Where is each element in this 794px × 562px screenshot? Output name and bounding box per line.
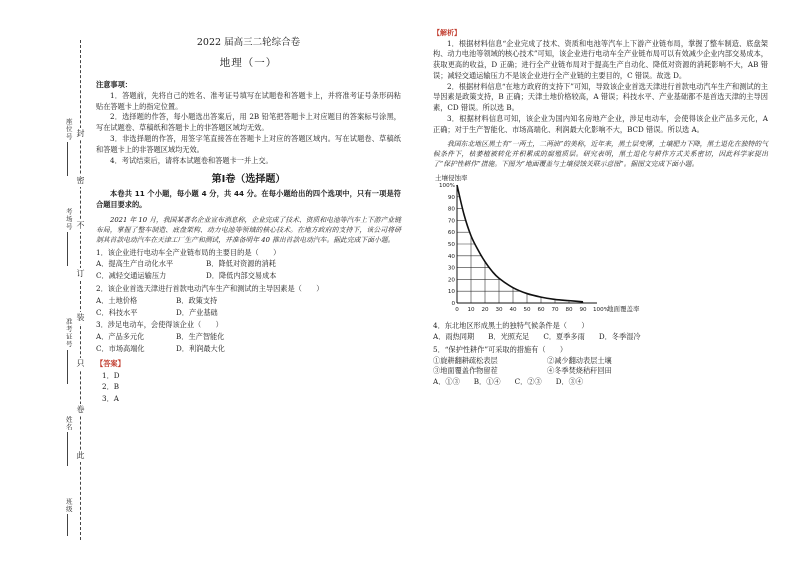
question-material: 2021 年 10 月，我国某著名企业宣布消息称，企业完成了技术、资质和电池等汽车上下游产业链布局，掌握了整车制造、底盘架构、动力电池等领域的核心技术。在地方政府的支持下，该公司将研制其首款电动汽车在天津工厂生产和测试，并准备明年 40 推出首款电动汽车。据此完成下面小题。 (96, 215, 401, 245)
question-5-options (433, 377, 768, 388)
option-d: D．降低内部交易成本 (206, 271, 277, 281)
x-tick-label: 50 (523, 307, 531, 314)
analysis-heading: 【解析】 (433, 28, 461, 37)
option-a: A．产品多元化 (96, 332, 145, 342)
option-b: B．光照充足 (488, 332, 530, 342)
x-tick-label: 80 (565, 307, 573, 314)
x-tick-label: 10 (467, 307, 475, 314)
y-tick-label: 20 (447, 277, 455, 284)
x-tick-label: 30 (495, 307, 503, 314)
y-tick-label: 30 (447, 265, 455, 272)
name-label: 姓名 (64, 416, 73, 431)
question-4: 4．东北地区形成黑土的独特气候条件是（ ） (433, 321, 589, 331)
chart-grid (457, 197, 583, 303)
class-label: 班级 (64, 498, 73, 513)
statement-2: ②减少翻动表层土壤 (547, 355, 612, 365)
seal-char: 装 (76, 313, 85, 322)
erosion-chart (433, 171, 768, 319)
seat-number-line (67, 142, 68, 176)
y-tick-label: 50 (447, 242, 455, 249)
option-a: A．雨热同期 (433, 332, 475, 342)
question-5-statements (433, 356, 768, 367)
seal-char: 只 (76, 359, 85, 368)
question-2: 2．该企业首选天津进行首款电动汽车生产和测试的主导因素是（ ） (96, 283, 324, 293)
answer-2: 2．B (102, 382, 120, 392)
question-3-options (96, 332, 401, 343)
option-c: C．减轻交通运输压力 (96, 271, 167, 281)
statement-1: ①旋耕翻耕疏松表层 (433, 355, 498, 365)
name-line (67, 432, 68, 466)
question-3: 3．涉足电动车，会使得该企业（ ） (96, 320, 223, 330)
analysis-item: 2．根据材料信息“在地方政府的支持下”可知，导致该企业首选天津进行首款电动汽车生产和测试的主导因素是政策支持，B 正确；天津土地价格较高，A 错误；科技水平、产业基础都不是首选天津的主导因素，CD 错误。所以选 B。 (433, 81, 768, 113)
question-5-statements-row2 (433, 366, 768, 377)
y-tick-label: 10 (447, 289, 455, 296)
option-c: C．夏季多雨 (543, 332, 585, 342)
y-tick-label: 40 (447, 254, 455, 261)
question-1: 1．该企业进行电动车全产业链布局的主要目的是（ ） (96, 247, 281, 257)
notice-heading: 注意事项： (96, 80, 132, 89)
binding-margin (0, 0, 96, 562)
option-b: B．①④ (473, 377, 501, 387)
notice-item: 3．非选择题的作答，用签字笔直接答在答题卡上对应的答题区域内。写在试题卷、草稿纸和答题卡上的非答题区域均无效。 (96, 133, 401, 154)
exam-room-label: 考场号 (64, 208, 73, 231)
x-tick-label: 100% (593, 307, 609, 314)
erosion-chart-svg (433, 171, 768, 319)
section-title: 第Ⅰ卷（选择题） (211, 174, 286, 186)
admission-number-label: 准考证号 (64, 318, 73, 348)
question-4-options (433, 332, 768, 343)
x-tick-label: 20 (481, 307, 489, 314)
answer-3: 3．A (102, 394, 119, 404)
y-tick-label: 70 (447, 218, 455, 225)
exam-subject: 地理（一） (219, 57, 278, 70)
analysis-item: 1．根据材料信息“企业完成了技术、资质和电池等汽车上下游产业链布局，掌握了整车制造、底盘架构、动力电池等领域的核心技术”可知，该企业进行电动车全产业链布局可以有效减少企业内部交易成本，获取更高的收益，D 正确；进行全产业链布局对于提高生产自动化、降低对资源的消耗影响不大，AB 错误；减轻交通运输压力不是该企业进行全产业链的主要目的，C 错误。故选 D。 (433, 38, 768, 80)
option-d: D．冬季湿冷 (598, 332, 641, 342)
x-axis-label: 地面覆盖率 (607, 305, 640, 314)
question-1-options (96, 259, 401, 270)
option-c: C．②③ (514, 377, 542, 387)
admission-number-line (67, 350, 68, 384)
question-2-options-row2 (96, 308, 401, 319)
notice-item: 2．选择题的作答，每小题选出答案后，用 2B 铅笔把答题卡上对应题目的答案标号涂黑，写在试题卷、草稿纸和答题卡上的非答题区域均无效。 (96, 112, 401, 133)
option-a: A．①③ (433, 377, 460, 387)
statement-3: ③地面覆盖作物留茬 (433, 366, 498, 376)
option-d: D．产业基础 (176, 307, 218, 317)
option-c: C．市场高端化 (96, 343, 145, 353)
option-b: B．降低对资源的消耗 (206, 259, 276, 269)
answer-1: 1．D (102, 370, 120, 380)
notice-item: 1．答题前，先将自己的姓名、准考证号填写在试题卷和答题卡上，并将准考证号条形码粘贴在答题卡上的指定位置。 (96, 90, 401, 111)
seal-char: 此 (76, 451, 85, 460)
answer-heading: 【答案】 (96, 358, 125, 368)
y-tick-label: 60 (447, 230, 455, 237)
seal-char: 订 (76, 269, 85, 278)
x-tick-label: 0 (455, 307, 459, 314)
question-material-2: 我国东北地区黑土有“一两土，二两油”的美称，近年来，黑土层变薄，土壤肥力下降，黑土退化在独特的气候条件下，枯萎植被转化并积累成的腐殖质层。研究表明，黑土退化与耕作方式关系密切，因此科学家提出了“保护性耕作”措施。下图为“地面覆盖与土壤侵蚀关联示意图”。据图文完成下面小题。 (433, 139, 768, 169)
erosion-curve (457, 185, 583, 302)
question-2-options (96, 296, 401, 307)
seal-line (80, 40, 81, 540)
option-c: C．科技水平 (96, 307, 138, 317)
y-tick-label: 100% (439, 183, 455, 190)
y-tick-label: 90 (447, 195, 455, 202)
question-1-options-row2 (96, 271, 401, 282)
y-axis-label: 土壤侵蚀率 (435, 174, 468, 183)
x-tick-labels (455, 307, 609, 313)
y-tick-labels (439, 183, 455, 307)
seal-char: 卷 (76, 405, 85, 414)
exam-title: 2022 届高三二轮综合卷 (196, 37, 301, 48)
question-3-options-row2 (96, 344, 401, 355)
option-a: A．土地价格 (96, 295, 138, 305)
seal-char: 封 (76, 129, 85, 138)
x-tick-label: 60 (537, 307, 545, 314)
x-tick-label: 40 (509, 307, 517, 314)
seat-number-label: 座位号 (64, 118, 73, 141)
seal-char: 不 (76, 221, 85, 230)
option-b: B．生产智能化 (176, 332, 225, 342)
right-column (433, 28, 768, 388)
left-column (96, 30, 401, 405)
option-a: A．提高生产自动化水平 (96, 259, 174, 269)
x-tick-label: 90 (579, 307, 587, 314)
analysis-item: 3．根据材料信息可知，该企业为国内知名房地产企业，涉足电动车，会使得该企业产品多元化，A 正确；对于生产智能化、市场高端化、利润最大化影响不大，BCD 错误。所以选 A。 (433, 114, 768, 134)
option-d: D．③④ (555, 377, 584, 387)
exam-room-line (67, 232, 68, 266)
x-tick-label: 70 (551, 307, 559, 314)
y-tick-label: 80 (447, 206, 455, 213)
seal-char: 密 (76, 176, 85, 185)
y-tick-label: 0 (451, 301, 455, 308)
notice-item: 4．考试结束后，请将本试题卷和答题卡一并上交。 (110, 155, 273, 165)
statement-4: ④冬季焚烧秸秆回田 (547, 366, 612, 376)
chart-axes (457, 185, 597, 303)
class-line (67, 514, 68, 536)
question-5: 5．“保护性耕作”可采取的措施有（ ） (433, 344, 568, 354)
option-b: B．政策支持 (176, 295, 218, 305)
section-description: 本卷共 11 个小题，每小题 4 分，共 44 分。在每小题给出的四个选项中，只有一项是符合题目要求的。 (96, 189, 401, 210)
option-d: D．利润最大化 (176, 343, 225, 353)
